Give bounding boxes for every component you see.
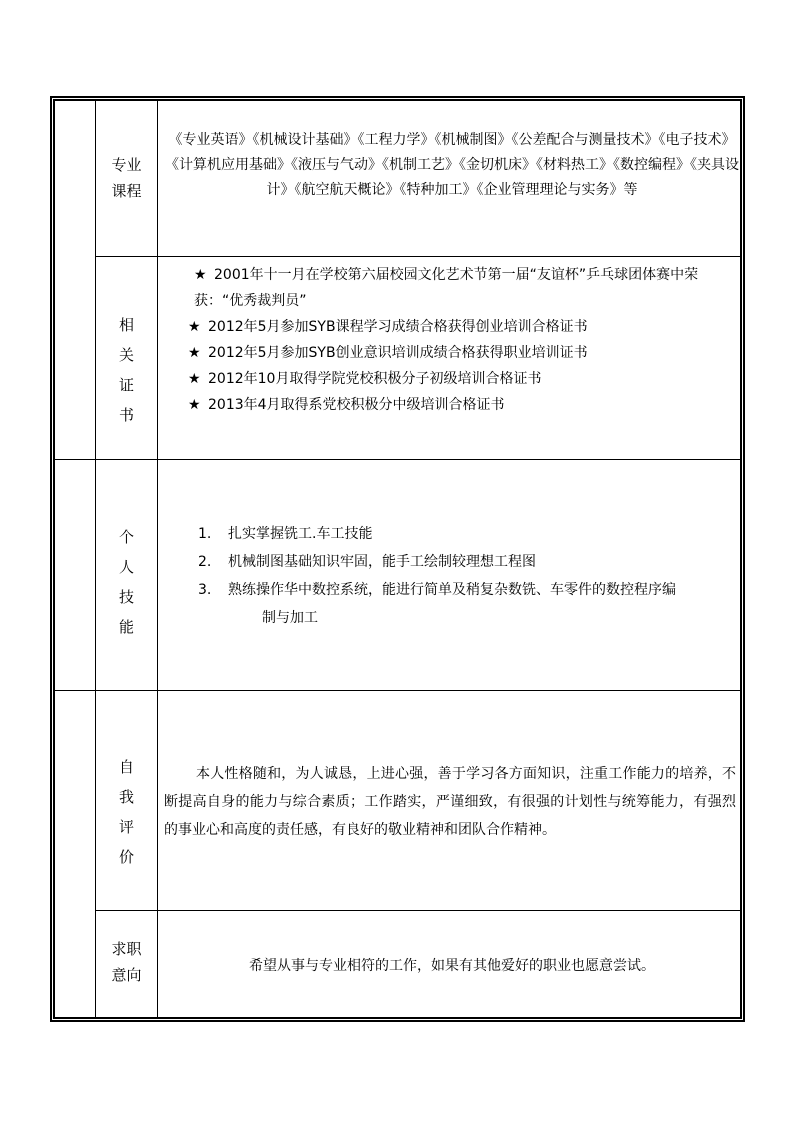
certificates-label-char-4: 书 — [118, 406, 134, 424]
star-icon: ★ — [188, 397, 201, 413]
certificate-text: 2013年4月取得系党校积极分中级培训合格证书 — [208, 397, 505, 413]
list-item — [164, 520, 740, 548]
list-item — [164, 366, 740, 392]
list-item — [164, 548, 740, 576]
certificates-label-char-3: 证 — [118, 376, 134, 394]
skill-number: 1. — [198, 526, 212, 542]
star-icon: ★ — [188, 319, 201, 335]
intention-label-line-1: 求职 — [111, 940, 142, 958]
intention-label — [96, 936, 157, 988]
certificate-text: 2012年5月参加SYB创业意识培训成绩合格获得职业培训证书 — [208, 345, 588, 361]
skills-label-char-2: 人 — [118, 558, 134, 576]
list-item — [164, 392, 740, 418]
self-eval-text: 本人性格随和，为人诚恳，上进心强，善于学习各方面知识，注重工作能力的培养，不断提高自身的能力与综合素质；工作踏实，严谨细致，有很强的计划性与统筹能力，有强烈的事业心和高度的责任感，有良好的敬业精神和团队合作精神。 — [164, 766, 736, 838]
skill-number: 2. — [198, 554, 212, 570]
courses-text: 《专业英语》《机械设计基础》《工程力学》《机械制图》《公差配合与测量技术》《电子技术》《计算机应用基础》《液压与气动》《机制工艺》《金切机床》《材料热工》《数控编程》《夹具设计》《航空航天概论》《特种加工》《企业管理理论与实务》等 — [165, 132, 739, 198]
star-icon: ★ — [188, 371, 201, 387]
intention-text: 希望从事与专业相符的工作，如果有其他爱好的职业也愿意尝试。 — [249, 958, 655, 974]
certificates-label-char-1: 相 — [118, 316, 134, 334]
certificate-text: 2001年十一月在学校第六届校园文化艺术节第一届“友谊杯”乒乓球团体赛中荣获：“优秀裁判员” — [194, 267, 699, 309]
list-item — [164, 314, 740, 340]
certificates-list — [164, 262, 740, 418]
certificate-text: 2012年5月参加SYB课程学习成绩合格获得创业培训合格证书 — [208, 319, 588, 335]
star-icon: ★ — [194, 267, 207, 283]
skill-number: 3. — [198, 582, 212, 598]
skills-label-char-4: 能 — [118, 618, 134, 636]
intention-label-line-2: 意向 — [111, 966, 142, 984]
skill-text: 熟练操作华中数控系统，能进行简单及稍复杂数铣、车零件的数控程序编 — [228, 582, 676, 598]
list-item — [164, 262, 740, 314]
self-eval-label-char-1: 自 — [118, 758, 134, 776]
row-divider-certificates — [53, 459, 740, 460]
row-divider-skills — [53, 690, 740, 691]
self-eval-label-char-2: 我 — [118, 788, 134, 806]
row-divider-courses — [95, 256, 740, 257]
courses-label-line-2: 课程 — [111, 182, 142, 200]
self-eval-label-char-4: 价 — [118, 848, 134, 866]
skill-text: 机械制图基础知识牢固，能手工绘制较理想工程图 — [228, 554, 536, 570]
skills-label-char-3: 技 — [118, 588, 134, 606]
certificate-text: 2012年10月取得学院党校积极分子初级培训合格证书 — [208, 371, 542, 387]
skills-label — [96, 522, 157, 642]
skill-text: 扎实掌握铣工.车工技能 — [228, 526, 373, 542]
star-icon: ★ — [188, 345, 201, 361]
skills-list — [164, 520, 740, 632]
list-item — [164, 340, 740, 366]
certificates-label-char-2: 关 — [118, 346, 134, 364]
courses-label — [96, 152, 157, 204]
self-eval-label-char-3: 评 — [118, 818, 134, 836]
certificates-label — [96, 310, 157, 430]
skill-text-continued: 制与加工 — [262, 610, 318, 626]
column-divider-2 — [157, 99, 158, 1019]
courses-label-line-1: 专业 — [111, 156, 142, 174]
list-item — [164, 576, 740, 632]
row-divider-self-eval — [95, 910, 740, 911]
self-eval-label — [96, 752, 157, 872]
skills-label-char-1: 个 — [118, 528, 134, 546]
